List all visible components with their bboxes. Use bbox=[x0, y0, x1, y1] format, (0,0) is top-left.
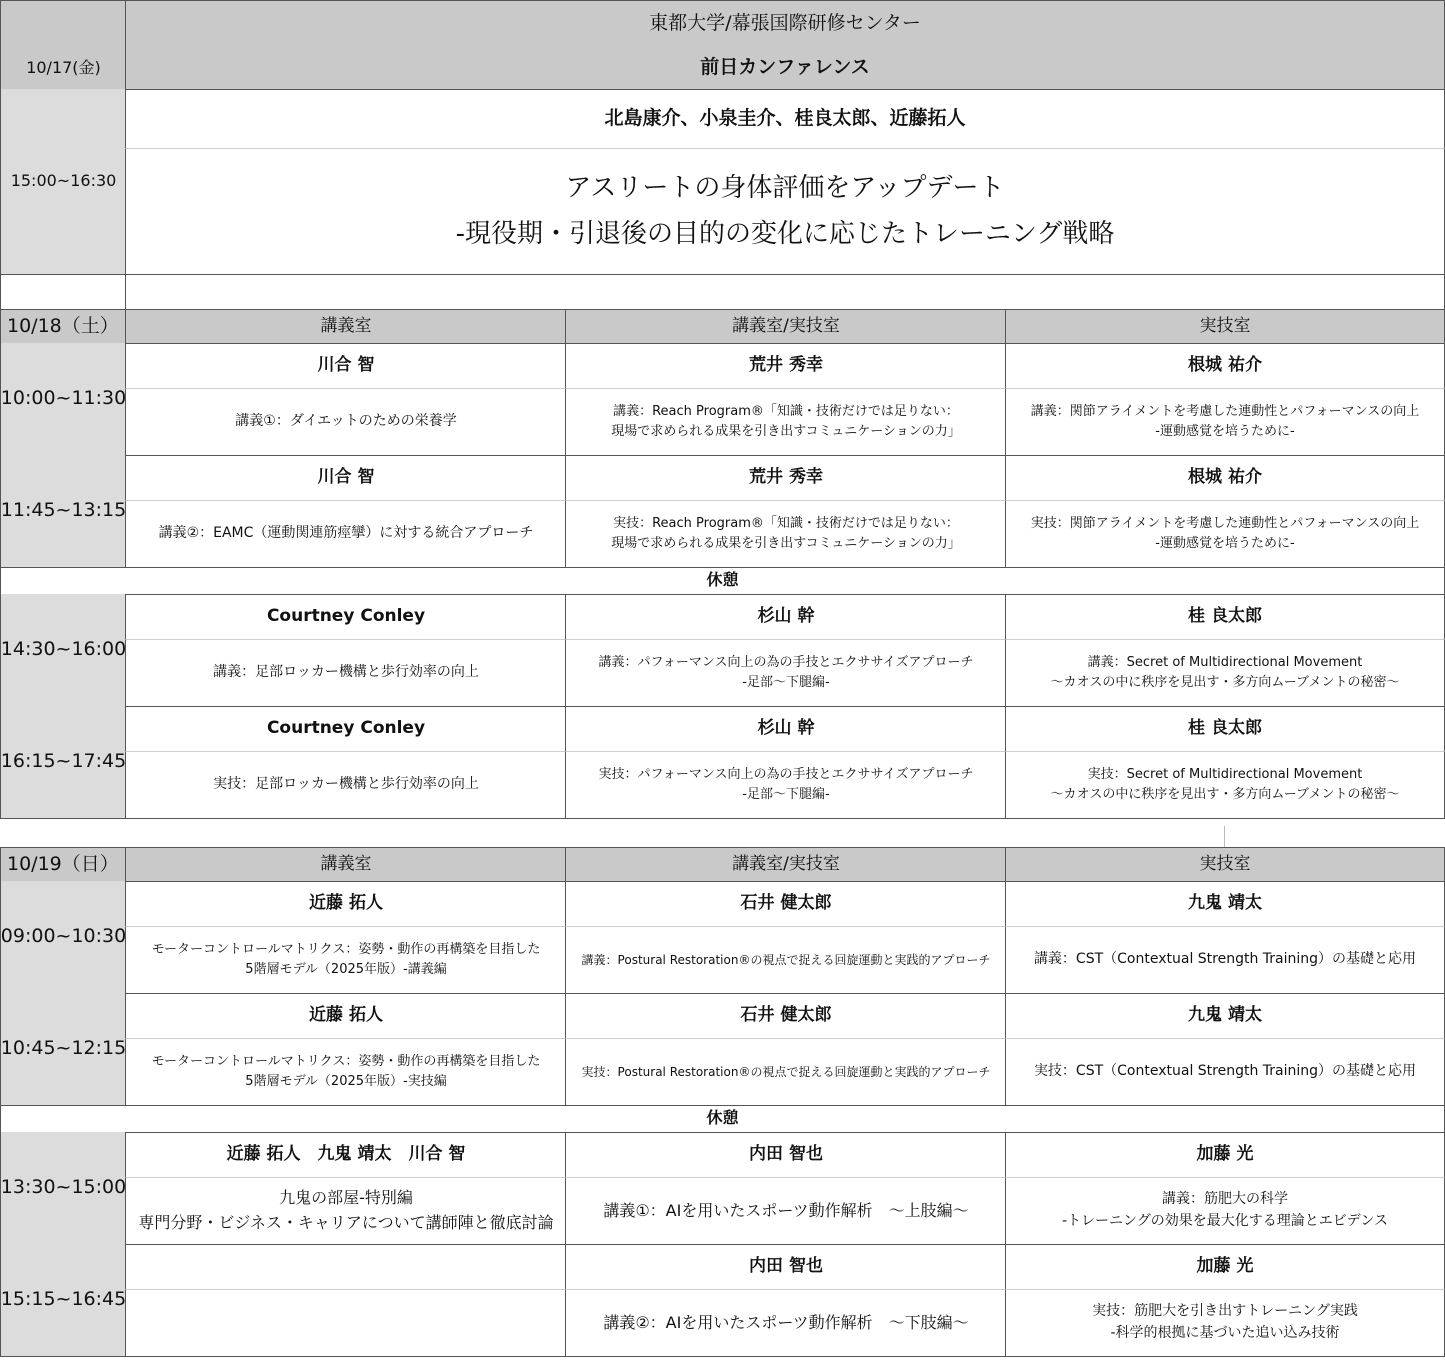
day1-session-title: 実技：Reach Program®「知識・技術だけでは足りない： 現場で求められる成果を引き出すコミュニケーションの力」 bbox=[565, 501, 1006, 568]
day2-session-speaker: 近藤 拓人 bbox=[125, 993, 566, 1039]
day2-room-header: 講義室 bbox=[125, 847, 566, 882]
day1-session-title: 講義：Secret of Multidirectional Movement 〜カオスの中に秩序を見出す・多方向ムーブメントの秘密〜 bbox=[1005, 640, 1445, 707]
day2-session-speaker: 石井 健太郎 bbox=[565, 881, 1006, 927]
day2-session-speaker: 加藤 光 bbox=[1005, 1132, 1445, 1178]
day2-session-title: 講義：Postural Restoration®の視点で捉える回旋運動と実践的アプローチ bbox=[565, 927, 1006, 994]
day1-session-title: 講義：関節アライメントを考慮した連動性とパフォーマンスの向上 -運動感覚を培うために- bbox=[1005, 389, 1445, 456]
day1-session-title: 講義：Reach Program®「知識・技術だけでは足りない： 現場で求められる成果を引き出すコミュニケーションの力」 bbox=[565, 389, 1006, 456]
day2-session-speaker: 九鬼 靖太 bbox=[1005, 993, 1445, 1039]
day0-date: 10/17(金) bbox=[0, 47, 126, 90]
day1-session-speaker: 桂 良太郎 bbox=[1005, 594, 1445, 640]
day1-session-title: 実技：パフォーマンス向上の為の手技とエクササイズアプローチ -足部〜下腿編- bbox=[565, 752, 1006, 819]
day1-session-speaker: 荒井 秀幸 bbox=[565, 343, 1006, 389]
day1-session-speaker: 桂 良太郎 bbox=[1005, 706, 1445, 752]
day1-session-speaker: 杉山 幹 bbox=[565, 594, 1006, 640]
day1-room-header: 講義室/実技室 bbox=[565, 309, 1006, 344]
header-corner bbox=[0, 0, 126, 48]
day0-lecture: アスリートの身体評価をアップデート -現役期・引退後の目的の変化に応じたトレーニング戦略 bbox=[125, 149, 1445, 275]
day1-slot-time: 16:15~17:45 bbox=[0, 706, 126, 819]
day0-title: 前日カンファレンス bbox=[125, 47, 1445, 90]
spacer-divider bbox=[125, 274, 126, 310]
day0-time: 15:00~16:30 bbox=[0, 89, 126, 275]
day1-session-speaker: 根城 祐介 bbox=[1005, 455, 1445, 501]
day2-session-title: モーターコントロールマトリクス：姿勢・動作の再構築を目指した 5階層モデル（2025年版）-講義編 bbox=[125, 927, 566, 994]
day1-session-speaker: 川合 智 bbox=[125, 455, 566, 501]
day1-session-speaker: Courtney Conley bbox=[125, 706, 566, 752]
day1-room-header: 実技室 bbox=[1005, 309, 1445, 344]
day1-session-speaker: 根城 祐介 bbox=[1005, 343, 1445, 389]
day1-session-title: 実技：Secret of Multidirectional Movement 〜カオスの中に秩序を見出す・多方向ムーブメントの秘密〜 bbox=[1005, 752, 1445, 819]
day1-session-title: 講義①：ダイエットのための栄養学 bbox=[125, 389, 566, 456]
venue-title: 東都大学/幕張国際研修センター bbox=[125, 0, 1445, 48]
day1-slot-time: 10:00~11:30 bbox=[0, 343, 126, 456]
day2-session-title: 講義：CST（Contextual Strength Training）の基礎と応用 bbox=[1005, 927, 1445, 994]
day2-slot-time: 10:45~12:15 bbox=[0, 993, 126, 1106]
day1-session-title: 実技：関節アライメントを考慮した連動性とパフォーマンスの向上 -運動感覚を培うために- bbox=[1005, 501, 1445, 568]
day2-session-speaker: 九鬼 靖太 bbox=[1005, 881, 1445, 927]
day1-session-speaker: 川合 智 bbox=[125, 343, 566, 389]
day2-room-header: 講義室/実技室 bbox=[565, 847, 1006, 882]
day1-session-speaker: 荒井 秀幸 bbox=[565, 455, 1006, 501]
day2-session-title: 実技：筋肥大を引き出すトレーニング実践 -科学的根拠に基づいた追い込み技術 bbox=[1005, 1290, 1445, 1357]
day2-session-speaker: 近藤 拓人 bbox=[125, 881, 566, 927]
day2-session-title: 講義①：AIを用いたスポーツ動作解析 〜上肢編〜 bbox=[565, 1178, 1006, 1245]
day1-session-title: 実技：足部ロッカー機構と歩行効率の向上 bbox=[125, 752, 566, 819]
gap-divider bbox=[1224, 826, 1225, 847]
day2-session-title: 講義②：AIを用いたスポーツ動作解析 〜下肢編〜 bbox=[565, 1290, 1006, 1357]
day1-session-speaker: Courtney Conley bbox=[125, 594, 566, 640]
day2-slot-time: 09:00~10:30 bbox=[0, 881, 126, 994]
day2-date: 10/19（日） bbox=[0, 847, 126, 882]
day2-session-speaker bbox=[125, 1244, 566, 1290]
day2-session-speaker: 加藤 光 bbox=[1005, 1244, 1445, 1290]
day0-speakers: 北島康介、小泉圭介、桂良太郎、近藤拓人 bbox=[125, 89, 1445, 149]
day2-room-header: 実技室 bbox=[1005, 847, 1445, 882]
day2-slot-time: 13:30~15:00 bbox=[0, 1132, 126, 1245]
day2-session-speaker: 内田 智也 bbox=[565, 1132, 1006, 1178]
day2-session-title: 九鬼の部屋-特別編 専門分野・ビジネス・キャリアについて講師陣と徹底討論 bbox=[125, 1178, 566, 1245]
day2-break-row: 休憩 bbox=[0, 1105, 1445, 1133]
day1-break-row: 休憩 bbox=[0, 567, 1445, 595]
day1-session-speaker: 杉山 幹 bbox=[565, 706, 1006, 752]
day2-session-title: モーターコントロールマトリクス：姿勢・動作の再構築を目指した 5階層モデル（2025年版）-実技編 bbox=[125, 1039, 566, 1106]
day2-session-title: 講義：筋肥大の科学 -トレーニングの効果を最大化する理論とエビデンス bbox=[1005, 1178, 1445, 1245]
day2-session-title: 実技：Postural Restoration®の視点で捉える回旋運動と実践的アプローチ bbox=[565, 1039, 1006, 1106]
day1-session-title: 講義：足部ロッカー機構と歩行効率の向上 bbox=[125, 640, 566, 707]
day2-session-title bbox=[125, 1290, 566, 1357]
day2-session-speaker: 内田 智也 bbox=[565, 1244, 1006, 1290]
day2-session-speaker: 近藤 拓人 九鬼 靖太 川合 智 bbox=[125, 1132, 566, 1178]
day2-session-title: 実技：CST（Contextual Strength Training）の基礎と応用 bbox=[1005, 1039, 1445, 1106]
day2-session-speaker: 石井 健太郎 bbox=[565, 993, 1006, 1039]
day1-date: 10/18（土） bbox=[0, 309, 126, 344]
day1-room-header: 講義室 bbox=[125, 309, 566, 344]
day1-session-title: 講義②：EAMC（運動関連筋痙攣）に対する統合アプローチ bbox=[125, 501, 566, 568]
day1-slot-time: 14:30~16:00 bbox=[0, 594, 126, 707]
day2-slot-time: 15:15~16:45 bbox=[0, 1244, 126, 1357]
day1-session-title: 講義：パフォーマンス向上の為の手技とエクササイズアプローチ -足部〜下腿編- bbox=[565, 640, 1006, 707]
spacer-row bbox=[0, 274, 1445, 310]
day1-slot-time: 11:45~13:15 bbox=[0, 455, 126, 568]
